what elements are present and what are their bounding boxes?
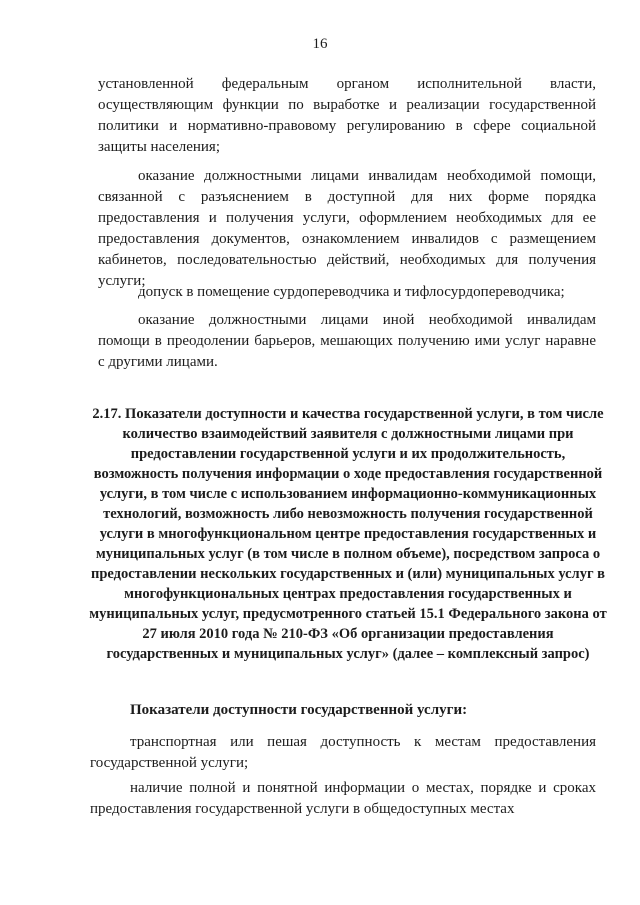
indicators-subheading: Показатели доступности государственной услуги: [130, 702, 468, 718]
page-number: 16 [312, 36, 328, 52]
paragraph-assistance: оказание должностными лицами инвалидам необходимой помощи, связанной с разъяснением в доступной для них форме порядка предоставления и получения услуги, оформлением необходимых для ее предоставления документов, ознакомлением инвалидов с размещением кабинетов, последовательностью действий, необходимых для получения услуги; [98, 168, 596, 289]
indicator-information: наличие полной и понятной информации о местах, порядке и сроках предоставления государственной услуги в общедоступных местах [90, 780, 596, 817]
section-heading-2-17: 2.17. Показатели доступности и качества государственной услуги, в том числе количество взаимодействий заявителя с должностными лицами при предоставлении государственной услуги и их продолжительность, возможность получения информации о ходе предоставления государственной услуги, в том числе с использованием информационно-коммуникационных технологий, возможность либо невозможность получения государственной услуги в многофункциональном центре предоставления государственных и муниципальных услуг (в том числе в полном объеме), посредством запроса о предоставлении нескольких государственных и (или) муниципальных услуг в многофункциональных центрах предоставления государственных и муниципальных услуг, предусмотренного статьей 15.1 Федерального закона от 27 июля 2010 года № 210-ФЗ «Об организации предоставления государственных и муниципальных услуг» (далее – комплексный запрос) [89, 406, 607, 662]
indicator-transport: транспортная или пешая доступность к местам предоставления государственной услуги; [90, 734, 596, 771]
paragraph-sign-interpreter: допуск в помещение сурдопереводчика и тифлосурдопереводчика; [138, 284, 565, 300]
paragraph-barriers: оказание должностными лицами иной необходимой инвалидам помощи в преодолении барьеров, мешающих получению ими услуг наравне с другими лицами. [98, 312, 596, 370]
paragraph-authority: установленной федеральным органом исполнительной власти, осуществляющим функции по выработке и реализации государственной политики и нормативно-правовому регулированию в сфере социальной защиты населения; [98, 76, 596, 155]
